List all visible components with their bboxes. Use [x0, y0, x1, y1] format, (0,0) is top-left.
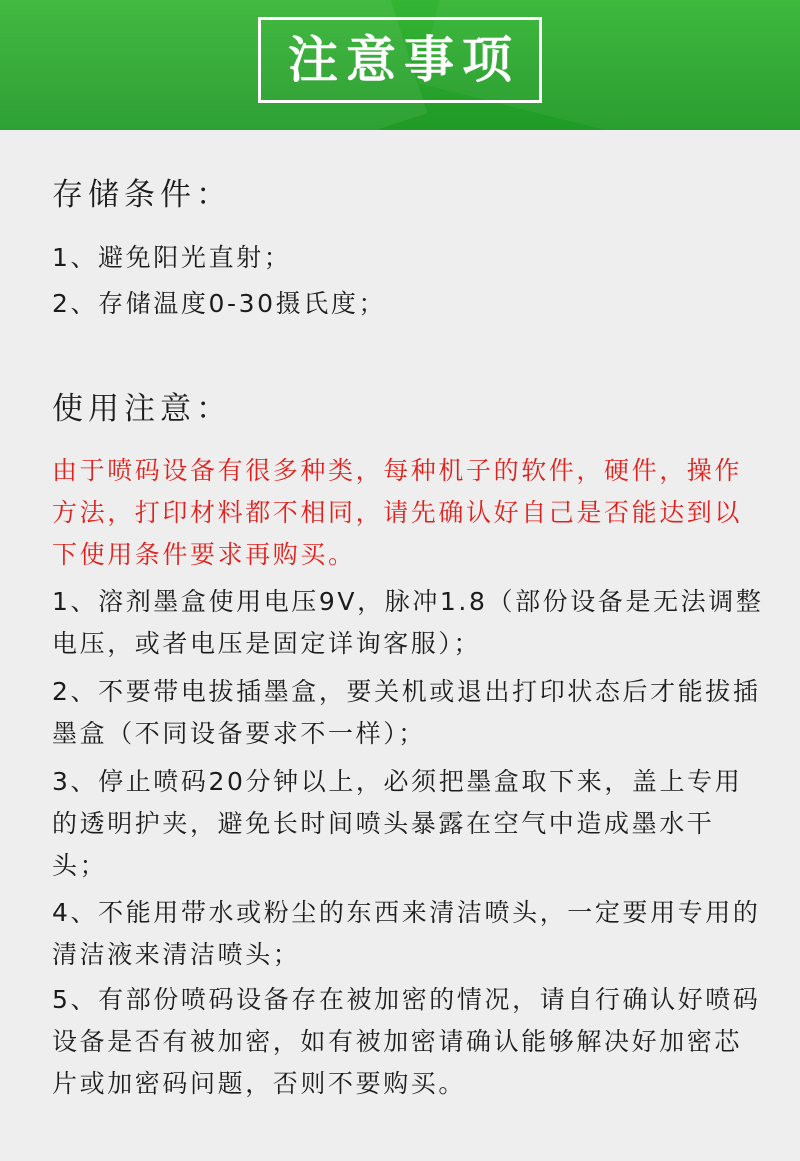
- usage-notice: 由于喷码设备有很多种类，每种机子的软件，硬件，操作方法，打印材料都不相同，请先确认好自己是否能达到以下使用条件要求再购买。: [52, 456, 743, 569]
- usage-item-5: 5、有部份喷码设备存在被加密的情况，请自行确认好喷码设备是否有被加密，如有被加密请确认能够解决好加密芯片或加密码问题，否则不要购买。: [52, 985, 761, 1098]
- storage-item-2: 2、存储温度0-30摄氏度；: [52, 289, 387, 318]
- title-banner: [0, 0, 800, 130]
- storage-heading: 存储条件：: [52, 177, 232, 213]
- usage-item-2: 2、不要带电拔插墨盒，要关机或退出打印状态后才能拔插墨盒（不同设备要求不一样）；: [52, 677, 761, 748]
- usage-item-4: 4、不能用带水或粉尘的东西来清洁喷头，一定要用专用的清洁液来清洁喷头；: [52, 898, 761, 969]
- usage-item-1: 1、溶剂墨盒使用电压9V，脉冲1.8（部份设备是无法调整电压，或者电压是固定详询客服）；: [52, 587, 764, 658]
- usage-heading: 使用注意：: [52, 391, 232, 427]
- title-frame: [258, 17, 542, 103]
- page-title: 注意事项: [288, 31, 520, 89]
- storage-item-1: 1、避免阳光直射；: [52, 243, 292, 272]
- usage-item-3: 3、停止喷码20分钟以上，必须把墨盒取下来，盖上专用的透明护夹，避免长时间喷头暴露在空气中造成墨水干头；: [52, 767, 743, 880]
